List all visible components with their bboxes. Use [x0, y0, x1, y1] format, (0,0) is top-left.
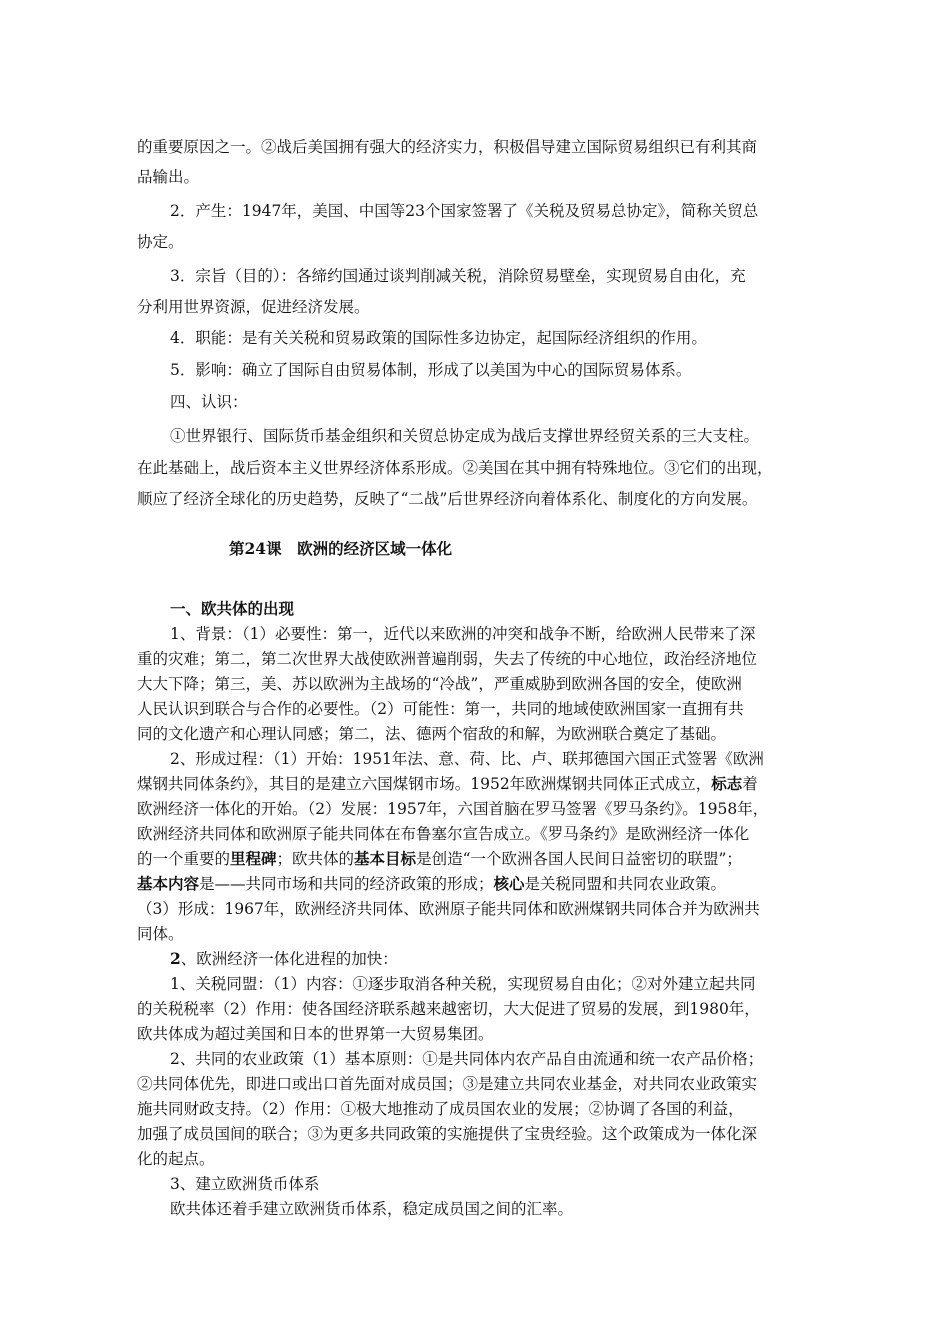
text-line: 2、形成过程：（1）开始：1951年法、意、荷、比、卢、联邦德国六国正式签署《欧洲 — [170, 750, 764, 768]
text-line: 欧洲经济共同体和欧洲原子能共同体在布鲁塞尔宣告成立。《罗马条约》是欧洲经济一体化 — [137, 825, 750, 843]
text-span: 是创造“一个欧洲各国人民间日益密切的联盟”； — [416, 850, 742, 868]
text-line: 大大下降；第三，美、苏以欧洲为主战场的“冷战”，严重威胁到欧洲各国的安全，使欧洲 — [137, 675, 742, 693]
text-line: 施共同财政支持。（2）作用：①极大地推动了成员国农业的发展；②协调了各国的利益， — [137, 1100, 744, 1118]
text-line: 欧共体还着手建立欧洲货币体系，稳定成员国之间的汇率。 — [170, 1200, 574, 1218]
text-span: 的一个重要的 — [137, 850, 231, 868]
text-line: 欧洲经济一体化的开始。（2）发展：1957年，六国首脑在罗马签署《罗马条约》。1958年， — [137, 800, 769, 818]
text-line: 协定。 — [137, 233, 184, 251]
text-line: 1、关税同盟：（1）内容：①逐步取消各种关税，实现贸易自由化；②对外建立起共同 — [170, 975, 756, 993]
text-span: 着 — [742, 775, 758, 793]
heading-text: 、欧洲经济一体化进程的加快： — [180, 950, 398, 968]
text-line: 3．宗旨（目的）：各缔约国通过谈判削减关税，消除贸易壁垒，实现贸易自由化，充 — [170, 267, 746, 285]
text-line: （3）形成：1967年，欧洲经济共同体、欧洲原子能共同体和欧洲煤钢共同体合并为欧洲共 — [137, 900, 760, 918]
text-line: ①世界银行、国际货币基金组织和关贸总协定成为战后支撑世界经贸关系的三大支柱。 — [170, 427, 760, 445]
keyword: 里程碑 — [230, 849, 277, 868]
text-line: 同的文化遗产和心理认同感；第二，法、德两个宿敌的和解，为欧洲联合奠定了基础。 — [137, 725, 727, 743]
text-line: 5．影响：确立了国际自由贸易体制，形成了以美国为中心的国际贸易体系。 — [170, 361, 692, 379]
text-line: 化的起点。 — [137, 1150, 215, 1168]
text-line — [137, 772, 758, 794]
text-line: 欧共体成为超过美国和日本的世界第一大贸易集团。 — [137, 1025, 494, 1043]
text-line — [137, 872, 726, 894]
text-span: ；欧共体的 — [276, 850, 355, 868]
text-line: 的重要原因之一。②战后美国拥有强大的经济实力，积极倡导建立国际贸易组织已有利其商 — [137, 138, 758, 156]
text-span: 是关税同盟和共同农业政策。 — [524, 875, 727, 893]
text-line — [137, 847, 742, 869]
section-heading: 一、欧共体的出现 — [170, 599, 295, 618]
text-line: 的关税税率（2）作用：使各国经济联系越来越密切，大大促进了贸易的发展，到1980年， — [137, 1000, 760, 1018]
text-line: 4．职能：是有关关税和贸易政策的国际性多边协定，起国际经济组织的作用。 — [170, 329, 707, 347]
text-line: 在此基础上，战后资本主义世界经济体系形成。②美国在其中拥有特殊地位。③它们的出现， — [137, 459, 773, 477]
keyword: 基本内容 — [137, 874, 200, 893]
text-line: 重的灾难；第二，第二次世界大战使欧洲普遍削弱，失去了传统的中心地位，政治经济地位 — [137, 650, 758, 668]
text-line: 分利用世界资源，促进经济发展。 — [137, 298, 370, 316]
section-heading — [170, 947, 398, 969]
text-span: 煤钢共同体条约》，其目的是建立六国煤钢市场。1952年欧洲煤钢共同体正式成立， — [137, 775, 712, 793]
text-line: 四、认识： — [170, 393, 248, 411]
text-span: 是——共同市场和共同的经济政策的形成； — [199, 875, 494, 893]
keyword: 基本目标 — [354, 849, 417, 868]
text-line: 同体。 — [137, 925, 184, 943]
subsection-heading: 3、建立欧洲货币体系 — [170, 1175, 320, 1193]
lesson-title: 第24课 欧洲的经济区域一体化 — [229, 539, 453, 558]
text-line: ②共同体优先，即进口或出口首先面对成员国；③是建立共同农业基金，对共同农业政策实 — [137, 1075, 758, 1093]
text-line: 顺应了经济全球化的历史趋势，反映了“二战”后世界经济向着体系化、制度化的方向发展。 — [137, 490, 758, 508]
heading-number: 2 — [170, 949, 181, 968]
text-line: 2．产生：1947年，美国、中国等23个国家签署了《关税及贸易总协定》，简称关贸总 — [170, 202, 759, 220]
text-line: 品输出。 — [137, 168, 200, 186]
keyword: 核心 — [493, 874, 525, 893]
keyword: 标志 — [711, 774, 743, 793]
text-line: 加强了成员国间的联合；③为更多共同政策的实施提供了宝贵经验。这个政策成为一体化深 — [137, 1125, 758, 1143]
text-line: 2、共同的农业政策（1）基本原则：①是共同体内农产品自由流通和统一农产品价格； — [170, 1050, 764, 1068]
text-line: 人民认识到联合与合作的必要性。（2）可能性：第一，共同的地域使欧洲国家一直拥有共 — [137, 700, 744, 718]
text-line: 1、背景：（1）必要性：第一，近代以来欧洲的冲突和战争不断，给欧洲人民带来了深 — [170, 625, 756, 643]
